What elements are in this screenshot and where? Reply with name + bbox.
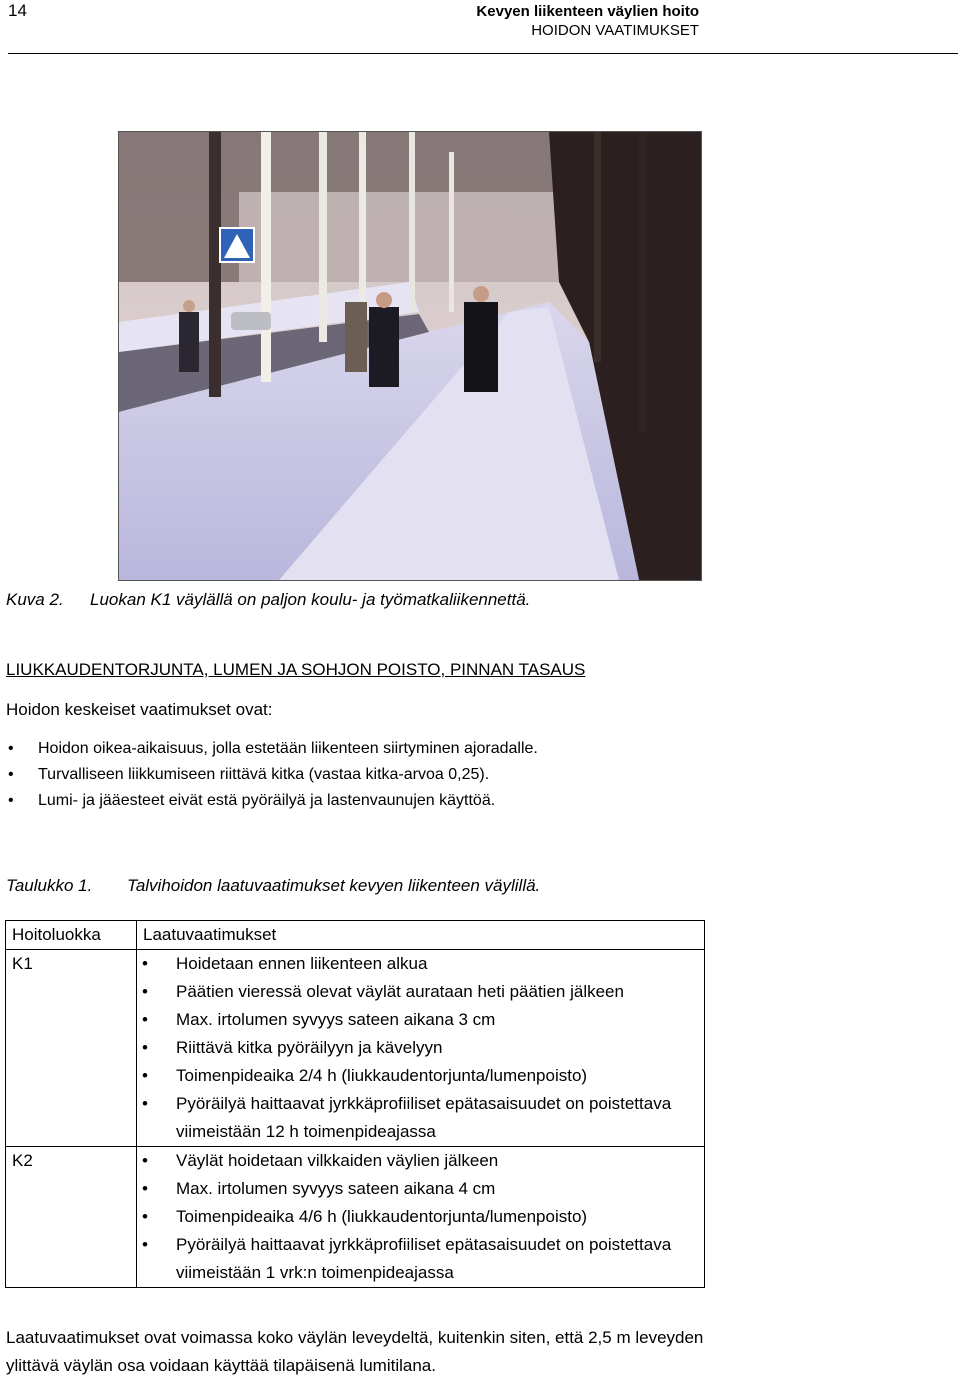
list-item: • Hoidon oikea-aikaisuus, jolla estetään liikenteen siirtyminen ajoradalle.	[6, 736, 538, 762]
table-row	[6, 950, 705, 1147]
table-label: Taulukko 1.	[6, 876, 93, 895]
header-quality-requirements: Laatuvaatimukset	[137, 921, 705, 950]
header-maintenance-class: Hoitoluokka	[6, 921, 137, 950]
figure-caption	[6, 590, 530, 610]
class-cell: K1	[6, 950, 137, 1147]
table-header-row	[6, 921, 705, 950]
figure-caption-text: Luokan K1 väylällä on paljon koulu- ja työmatkaliikennettä.	[90, 590, 531, 609]
section-title: LIUKKAUDENTORJUNTA, LUMEN JA SOHJON POISTO, PINNAN TASAUS	[6, 660, 586, 679]
running-header-subtitle: HOIDON VAATIMUKSET	[531, 22, 699, 39]
list-item: • Hoidetaan ennen liikenteen alkua	[137, 950, 704, 978]
list-item: • Max. irtolumen syvyys sateen aikana 3 cm	[137, 1006, 704, 1034]
figure-label: Kuva 2.	[6, 590, 64, 609]
photo-illustration	[119, 132, 701, 580]
closing-paragraph: Laatuvaatimukset ovat voimassa koko väylän leveydeltä, kuitenkin siten, että 2,5 m leveyden ylittävä väylän osa voidaan käyttää tilapäisenä lumitilana.	[6, 1328, 704, 1375]
section-intro: Hoidon keskeiset vaatimukset ovat:	[6, 700, 273, 719]
list-item: • Riittävä kitka pyöräilyyn ja kävelyyn	[137, 1034, 704, 1062]
list-item: • Pyöräilyä haittaavat jyrkkäprofiiliset epätasaisuudet on poistettava viimeistään 12 h toimenpideajassa	[137, 1090, 704, 1146]
list-item: • Väylät hoidetaan vilkkaiden väylien jälkeen	[137, 1147, 704, 1175]
requirements-list	[6, 736, 538, 814]
class-cell: K2	[6, 1147, 137, 1288]
running-header-title: Kevyen liikenteen väylien hoito	[476, 3, 699, 20]
list-item: • Pyöräilyä haittaavat jyrkkäprofiiliset epätasaisuudet on poistettava viimeistään 1 vrk:n toimenpideajassa	[137, 1231, 704, 1287]
quality-requirements-table	[5, 920, 705, 1288]
list-item: • Toimenpideaika 4/6 h (liukkaudentorjunta/lumenpoisto)	[137, 1203, 704, 1231]
table-row	[6, 1147, 705, 1288]
page-number: 14	[8, 1, 27, 20]
requirements-cell	[137, 1147, 705, 1288]
winter-walkway-photo	[118, 131, 702, 581]
table-caption-text: Talvihoidon laatuvaatimukset kevyen liikenteen väylillä.	[127, 876, 541, 895]
requirements-cell	[137, 950, 705, 1147]
list-item: • Lumi- ja jääesteet eivät estä pyöräilyä ja lastenvaunujen käyttöä.	[6, 788, 538, 814]
list-item: • Max. irtolumen syvyys sateen aikana 4 cm	[137, 1175, 704, 1203]
list-item: • Toimenpideaika 2/4 h (liukkaudentorjunta/lumenpoisto)	[137, 1062, 704, 1090]
list-item: • Turvalliseen liikkumiseen riittävä kitka (vastaa kitka-arvoa 0,25).	[6, 762, 538, 788]
list-item: • Päätien vieressä olevat väylät aurataan heti päätien jälkeen	[137, 978, 704, 1006]
header-rule	[8, 53, 958, 54]
table-caption	[6, 876, 540, 896]
